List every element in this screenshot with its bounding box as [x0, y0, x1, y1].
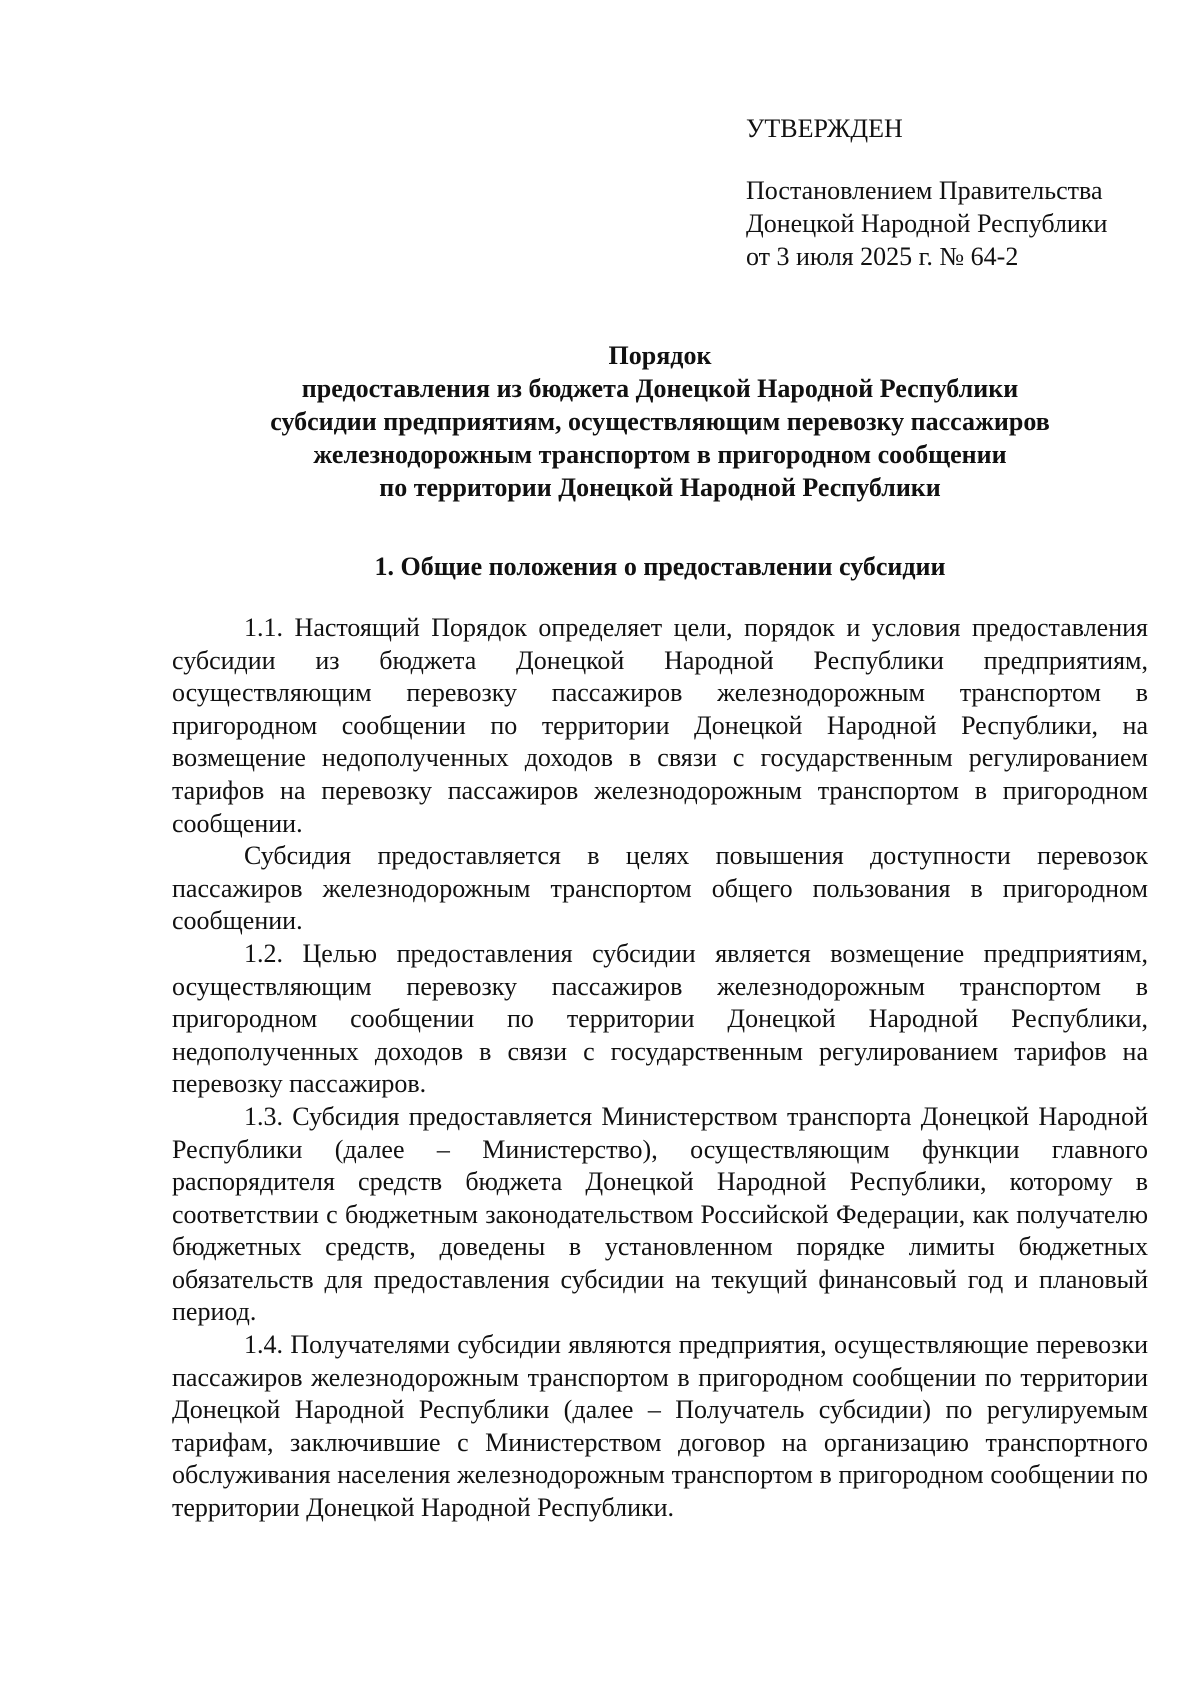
approval-stamp: УТВЕРЖДЕН: [746, 114, 903, 143]
title-line: железнодорожным транспортом в пригородном сообщении: [313, 440, 1007, 469]
title-line: субсидии предприятиям, осуществляющим перевозку пассажиров: [270, 407, 1050, 436]
document-title: [172, 339, 1148, 504]
paragraph-1-1-purpose: Субсидия предоставляется в целях повышения доступности перевозок пассажиров железнодорожным транспортом общего пользования в пригородном сообщении.: [172, 841, 1148, 936]
decree-line: Постановлением Правительства: [746, 176, 1103, 205]
approval-block: [746, 112, 1166, 273]
title-line: Порядок: [608, 341, 712, 370]
decree-line: Донецкой Народной Республики: [746, 209, 1108, 238]
paragraph-1-1: 1.1. Настоящий Порядок определяет цели, порядок и условия предоставления субсидии из бюджета Донецкой Народной Республики предприятиям, осуществляющим перевозку пассажиров железнодорожным транспортом в пригородном сообщении по территории Донецкой Народной Республики, на возмещение недополученных доходов в связи с государственным регулированием тарифов на перевозку пассажиров железнодорожным транспортом в пригородном сообщении.: [172, 613, 1148, 838]
paragraph-1-4: 1.4. Получателями субсидии являются предприятия, осуществляющие перевозки пассажиров железнодорожным транспортом в пригородном сообщении по территории Донецкой Народной Республики (далее – Получатель субсидии) по регулируемым тарифам, заключившие с Министерством договор на организацию транспортного обслуживания населения железнодорожным транспортом в пригородном сообщении по территории Донецкой Народной Республики.: [172, 1330, 1148, 1523]
paragraph-1-2: 1.2. Целью предоставления субсидии является возмещение предприятиям, осуществляющим перевозку пассажиров железнодорожным транспортом в пригородном сообщении по территории Донецкой Народной Республики, недополученных доходов в связи с государственным регулированием тарифов на перевозку пассажиров.: [172, 938, 1148, 1099]
title-line: предоставления из бюджета Донецкой Народной Республики: [301, 374, 1019, 403]
decree-date-number: от 3 июля 2025 г. № 64-2: [746, 242, 1019, 271]
approval-decree: [746, 174, 1166, 273]
section-body: [172, 612, 1148, 1525]
section-heading: 1. Общие положения о предоставлении субсидии: [374, 552, 946, 581]
title-line: по территории Донецкой Народной Республики: [379, 473, 941, 502]
paragraph-1-3: 1.3. Субсидия предоставляется Министерством транспорта Донецкой Народной Республики (далее – Министерство), осуществляющим функции главного распорядителя средств бюджета Донецкой Народной Республики, которому в соответствии с бюджетным законодательством Российской Федерации, как получателю бюджетных средств, доведены в установленном порядке лимиты бюджетных обязательств для предоставления субсидии на текущий финансовый год и плановый период.: [172, 1101, 1148, 1327]
